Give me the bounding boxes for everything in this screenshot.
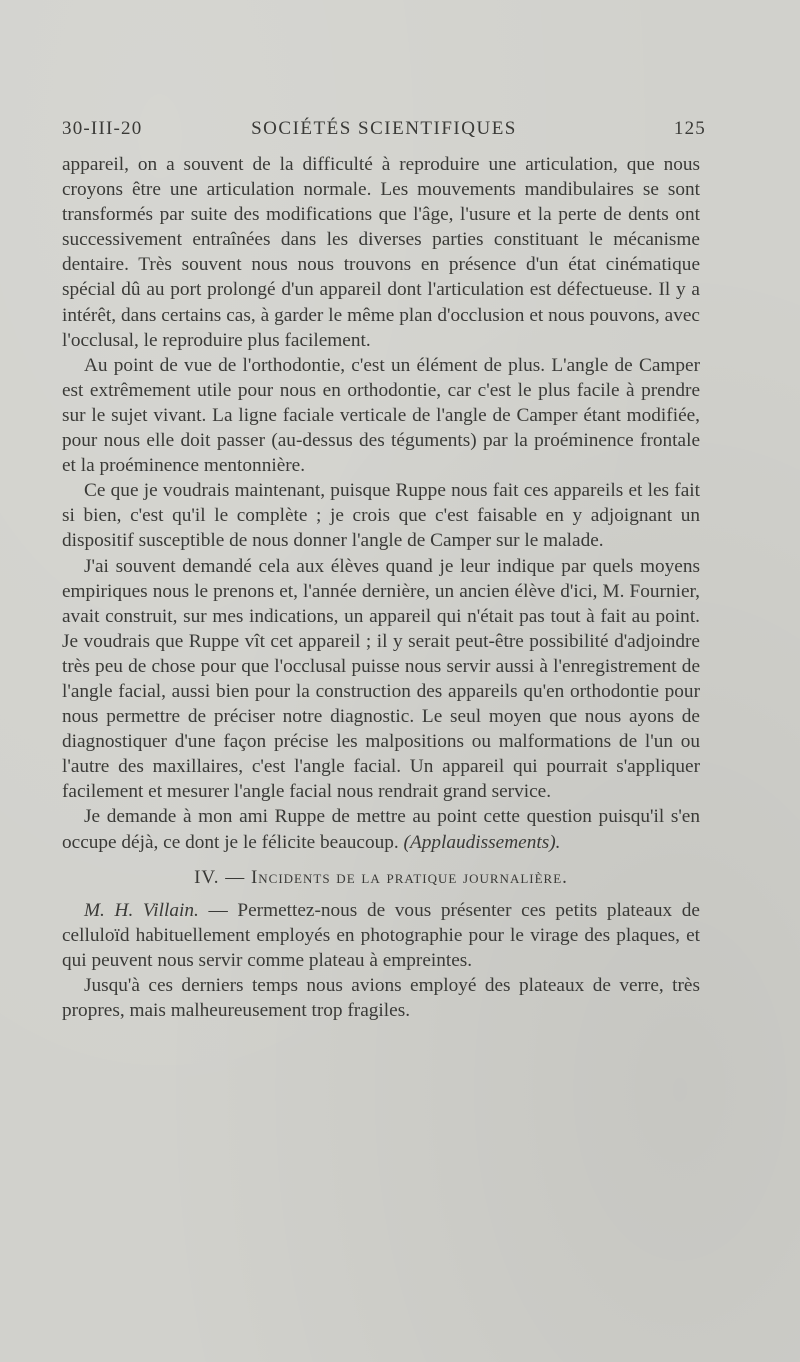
paragraph-demande	[62, 804, 700, 854]
section-number: IV. —	[194, 866, 246, 888]
paragraph-villain	[62, 898, 700, 973]
body-text	[62, 152, 700, 1023]
section-heading	[62, 865, 700, 890]
speaker-speech: — Permettez-nous de vous présenter ces petits plateaux de celluloïd habituellement employés en photographie pour le virage des plaques, et qui peuvent nous servir comme plateau à empreintes.	[62, 899, 700, 971]
paragraph-plateaux: Jusqu'à ces derniers temps nous avions employé des plateaux de verre, très propres, mais malheureusement trop fragiles.	[62, 975, 700, 1022]
section-title: Incidents de la pratique journalière.	[250, 866, 568, 888]
header-date: 30-III-20	[62, 118, 143, 139]
paragraph-eleves: J'ai souvent demandé cela aux élèves quand je leur indique par quels moyens empiriques nous le prenons et, l'année dernière, un ancien élève d'ici, M. Fournier, avait construit, sur mes indications, un appareil qui n'était pas tout à fait au point. Je voudrais que Ruppe vît cet appareil ; il y serait peut-être possibilité d'adjoindre très peu de chose pour que l'occlusal puisse nous servir aussi à l'enregistrement de l'angle facial, aussi bien pour la construction des appareils qu'en orthodontie pour nous permettre de préciser notre diagnostic. Le seul moyen que nous ayons de diagnostiquer d'une façon précise les malpositions ou malformations de l'un ou l'autre des maxillaires, c'est l'angle facial. Un appareil qui pourrait s'appliquer facilement et mesurer l'angle facial nous rendrait grand service.	[62, 555, 700, 803]
speaker-name: M. H. Villain.	[84, 899, 199, 921]
running-header	[62, 118, 706, 148]
header-title: SOCIÉTÉS SCIENTIFIQUES	[251, 118, 517, 139]
paragraph-orthodontie: Au point de vue de l'orthodontie, c'est un élément de plus. L'angle de Camper est extrêmement utile pour nous en orthodontie, car c'est le plus facile à prendre sur le sujet vivant. La ligne faciale verticale de l'angle de Camper étant modifiée, pour nous elle doit passer (au-dessus des téguments) par la proéminence frontale et la proéminence mentonnière.	[62, 354, 700, 477]
applause-note: (Applaudissements).	[403, 831, 561, 853]
paragraph-ruppe: Ce que je voudrais maintenant, puisque Ruppe nous fait ces appareils et les fait si bien, c'est qu'il le complète ; je crois que c'est faisable en y adjoignant un dispositif susceptible de nous donner l'angle de Camper sur le malade.	[62, 480, 700, 552]
page-number: 125	[673, 118, 706, 139]
paragraph-demande-text: Je demande à mon ami Ruppe de mettre au point cette question puisqu'il s'en occupe déjà, ce dont je le félicite beaucoup.	[62, 806, 700, 853]
paragraph-continued: appareil, on a souvent de la difficulté à reproduire une articulation, que nous croyons être une articulation normale. Les mouvements mandibulaires se sont transformés par suite des modifications que l'âge, l'usure et la perte de dents ont successivement entraînées dans les diverses parties constituant le mécanisme dentaire. Très souvent nous nous trouvons en présence d'un état cinématique spécial dû au port prolongé d'un appareil dont l'articulation est défectueuse. Il y a intérêt, dans certains cas, à garder le même plan d'occlusion et nous pouvons, avec l'occlusal, le reproduire plus facilement.	[62, 154, 700, 351]
